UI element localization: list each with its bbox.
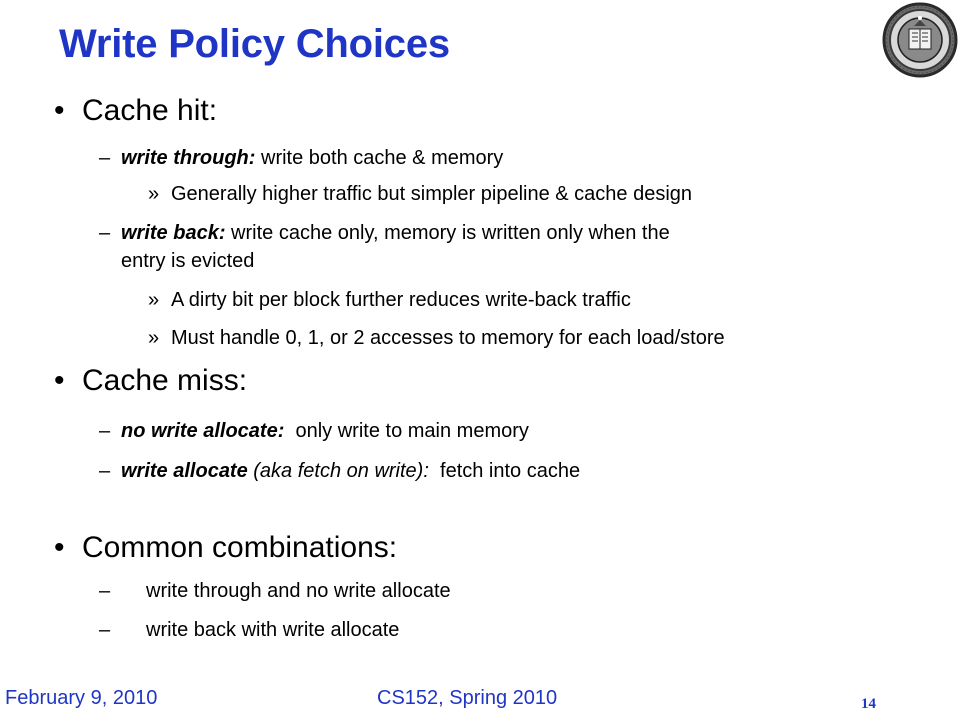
bullet-mark: • bbox=[54, 531, 65, 564]
subitem-text: Generally higher traffic but simpler pipeline & cache design bbox=[171, 183, 693, 205]
bullet-mark: • bbox=[54, 94, 65, 127]
bullet-label: Cache hit: bbox=[82, 94, 218, 127]
bullet-cache-miss bbox=[54, 364, 247, 398]
term-write-back: write back: bbox=[121, 222, 226, 244]
term-no-write-allocate: no write allocate: bbox=[121, 420, 285, 442]
slide-title: Write Policy Choices bbox=[59, 22, 450, 66]
term-write-allocate: write allocate bbox=[121, 460, 248, 482]
item-write-allocate bbox=[99, 460, 580, 483]
subitem-write-through bbox=[148, 183, 692, 206]
bullet-mark: • bbox=[54, 364, 65, 397]
sub-mark: » bbox=[148, 327, 160, 349]
footer-date: February 9, 2010 bbox=[5, 687, 158, 709]
bullet-common-combinations bbox=[54, 531, 397, 565]
term-write-through: write through: bbox=[121, 147, 256, 169]
item-write-through bbox=[99, 147, 503, 170]
subitem-dirty-bit bbox=[148, 289, 631, 312]
subitem-text: Must handle 0, 1, or 2 accesses to memory for each load/store bbox=[171, 327, 725, 349]
bullet-cache-hit bbox=[54, 94, 217, 128]
dash-mark: – bbox=[99, 619, 111, 641]
dash-mark: – bbox=[99, 460, 111, 482]
item-text: write back with write allocate bbox=[146, 619, 400, 641]
item-aside: (aka fetch on write): bbox=[247, 460, 429, 482]
bullet-label: Common combinations: bbox=[82, 531, 398, 564]
item-text: only write to main memory bbox=[284, 420, 529, 442]
subitem-text: A dirty bit per block further reduces write-back traffic bbox=[171, 289, 631, 311]
dash-mark: – bbox=[99, 580, 111, 602]
item-text: write cache only, memory is written only when the bbox=[225, 222, 670, 244]
dash-mark: – bbox=[99, 420, 111, 442]
university-seal-icon bbox=[882, 2, 958, 78]
page-number: 14 bbox=[861, 696, 876, 712]
sub-mark: » bbox=[148, 289, 160, 311]
subitem-accesses bbox=[148, 327, 725, 350]
item-write-back-continued: entry is evicted bbox=[121, 250, 255, 272]
item-combo-2 bbox=[99, 619, 399, 642]
item-text: fetch into cache bbox=[428, 460, 581, 482]
item-text: write both cache & memory bbox=[255, 147, 504, 169]
footer-course: CS152, Spring 2010 bbox=[377, 687, 558, 709]
item-no-write-allocate bbox=[99, 420, 529, 443]
bullet-label: Cache miss: bbox=[82, 364, 248, 397]
sub-mark: » bbox=[148, 183, 160, 205]
item-text: write through and no write allocate bbox=[146, 580, 451, 602]
dash-mark: – bbox=[99, 222, 111, 244]
item-write-back bbox=[99, 222, 670, 245]
item-combo-1 bbox=[99, 580, 451, 603]
dash-mark: – bbox=[99, 147, 111, 169]
